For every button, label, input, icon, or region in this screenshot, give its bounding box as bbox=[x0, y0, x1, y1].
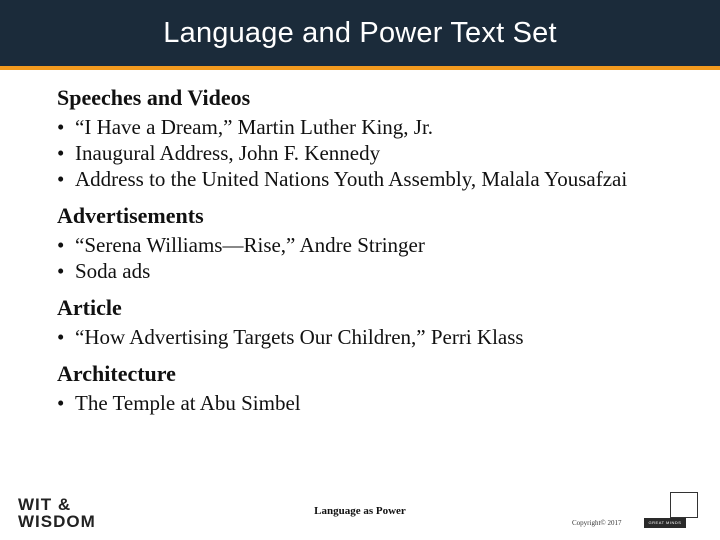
wit-wisdom-logo bbox=[18, 496, 96, 530]
section-architecture bbox=[57, 360, 677, 416]
slide-title: Language and Power Text Set bbox=[163, 16, 557, 49]
logo-line-1: WIT & bbox=[18, 495, 72, 514]
logo-line-2: WISDOM bbox=[18, 512, 96, 531]
footer-caption: Language as Power bbox=[314, 505, 406, 517]
section-article bbox=[57, 294, 677, 350]
bullet-list bbox=[57, 114, 677, 192]
slide-content bbox=[57, 84, 677, 426]
list-item: • Inaugural Address, John F. Kennedy bbox=[57, 140, 677, 166]
section-heading: Speeches and Videos bbox=[57, 85, 251, 110]
section-heading: Article bbox=[57, 295, 122, 320]
great-minds-badge: GREAT MINDS bbox=[644, 518, 686, 528]
section-heading: Advertisements bbox=[57, 203, 204, 228]
list-item: • “How Advertising Targets Our Children,” Perri Klass bbox=[57, 324, 677, 350]
list-item: • The Temple at Abu Simbel bbox=[57, 390, 677, 416]
section-heading: Architecture bbox=[57, 361, 176, 386]
great-minds-logo-box bbox=[670, 492, 698, 518]
section-advertisements bbox=[57, 202, 677, 284]
accent-divider bbox=[0, 66, 720, 70]
list-item: • “I Have a Dream,” Martin Luther King, Jr. bbox=[57, 114, 677, 140]
bullet-list bbox=[57, 390, 677, 416]
list-item: • Soda ads bbox=[57, 258, 677, 284]
list-item: • “Serena Williams—Rise,” Andre Stringer bbox=[57, 232, 677, 258]
bullet-list bbox=[57, 232, 677, 284]
list-item: • Address to the United Nations Youth Assembly, Malala Yousafzai bbox=[57, 166, 677, 192]
title-bar bbox=[0, 0, 720, 66]
section-speeches-videos bbox=[57, 84, 677, 192]
bullet-list bbox=[57, 324, 677, 350]
copyright-text: Copyright© 2017 bbox=[572, 519, 622, 527]
